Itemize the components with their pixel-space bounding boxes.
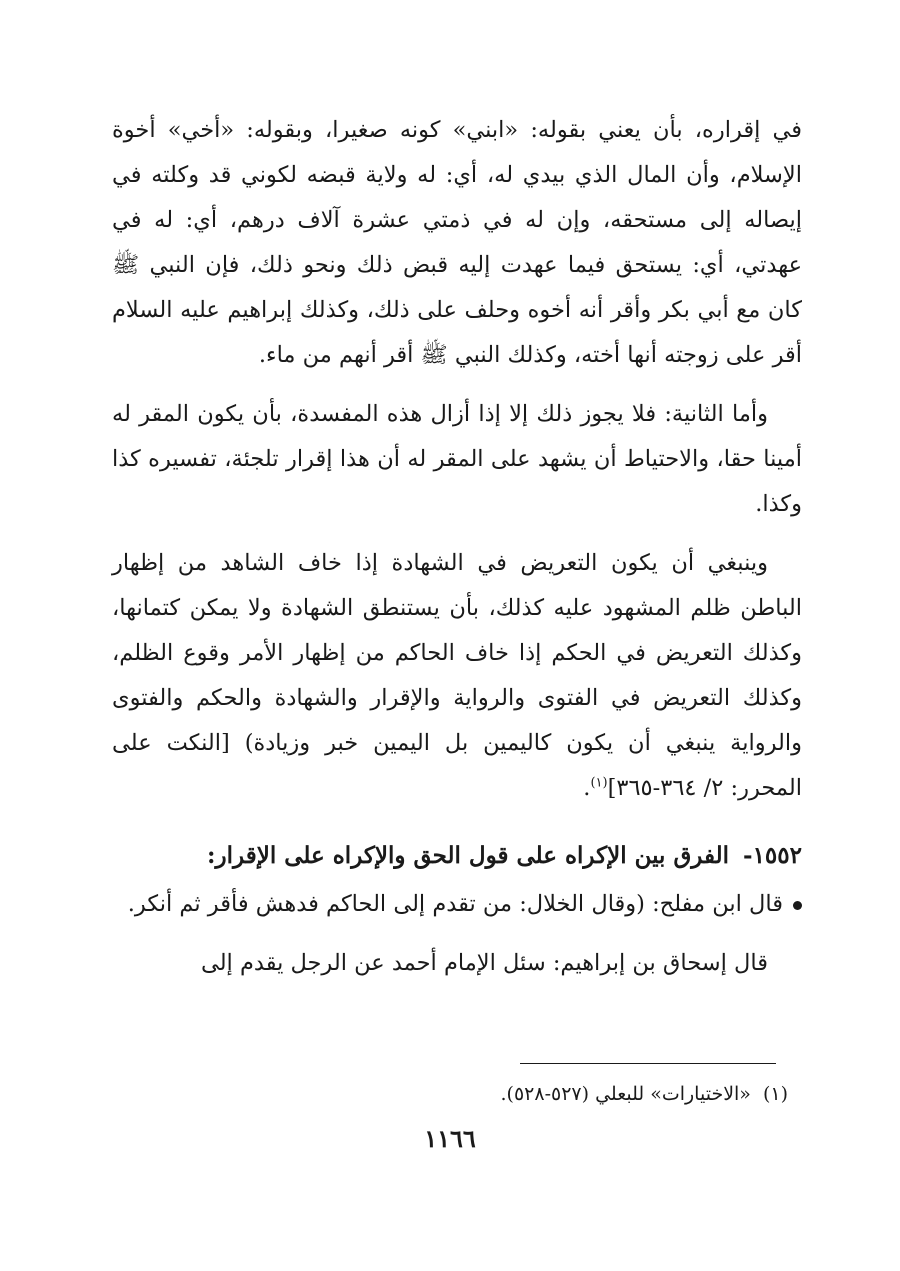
paragraph-2: وأما الثانية: فلا يجوز ذلك إلا إذا أزال هذه المفسدة، بأن يكون المقر له أمينا حقا، والاحتياط أن يشهد على المقر له أن هذا إقرار تلجئة، تفسيره كذا وكذا. bbox=[112, 401, 802, 517]
paragraph-4: قال إسحاق بن إبراهيم: سئل الإمام أحمد عن الرجل يقدم إلى bbox=[200, 950, 768, 976]
paragraph-3-text: وينبغي أن يكون التعريض في الشهادة إذا خاف الشاهد من إظهار الباطن ظلم المشهود عليه كذلك، بأن يستنطق الشهادة ولا يمكن كتمانها، وكذلك التعريض في الحكم إذا خاف الحاكم من إظهار الأمر وقوع الظلم، وكذلك التعريض في الفتوى والرواية والإقرار والشهادة والحكم والفتوى والرواية ينبغي أن يكون كاليمين بل اليمين خبر وزيادة) [النكت على المحرر: bbox=[112, 550, 802, 801]
paragraph-3-end: . bbox=[583, 775, 591, 801]
section-title: الفرق بين الإكراه على قول الحق والإكراه على الإقرار: bbox=[207, 842, 730, 869]
footnote-marker: (١) bbox=[762, 1083, 788, 1105]
paragraph-3-reference: ٢/ ٣٦٤-٣٦٥] bbox=[607, 775, 724, 801]
section-number: ١٥٥٢- bbox=[743, 842, 802, 869]
section-heading bbox=[112, 833, 802, 878]
page-number: ١١٦٦ bbox=[424, 1124, 476, 1153]
footnote-divider bbox=[520, 1063, 776, 1064]
paragraph-3 bbox=[112, 541, 802, 811]
bullet-text: قال ابن مفلح: (وقال الخلال: من تقدم إلى الحاكم فدهش فأقر ثم أنكر. bbox=[127, 891, 783, 917]
bullet-icon bbox=[793, 901, 802, 910]
page-body bbox=[112, 108, 802, 986]
bullet-paragraph bbox=[112, 882, 802, 927]
footnote bbox=[98, 1078, 788, 1110]
footnote-text: «الاختيارات» للبعلي (٥٢٧-٥٢٨). bbox=[500, 1083, 751, 1105]
footnote-reference-marker[interactable]: (١) bbox=[590, 775, 608, 791]
paragraph-1: في إقراره، بأن يعني بقوله: «ابني» كونه صغيرا، وبقوله: «أخي» أخوة الإسلام، وأن المال الذي بيدي له، أي: له ولاية قبضه لكوني قد وكلته في إيصاله إلى مستحقه، وإن له في ذمتي عشرة آلاف درهم، أي: له في عهدتي، أي: يستحق فيما عهدت إليه قبض ذلك ونحو ذلك، فإن النبي ﷺ كان مع أبي بكر وأقر أنه أخوه وحلف على ذلك، وكذلك إبراهيم عليه السلام أقر على زوجته أنها أخته، وكذلك النبي ﷺ أقر أنهم من ماء. bbox=[112, 117, 802, 368]
